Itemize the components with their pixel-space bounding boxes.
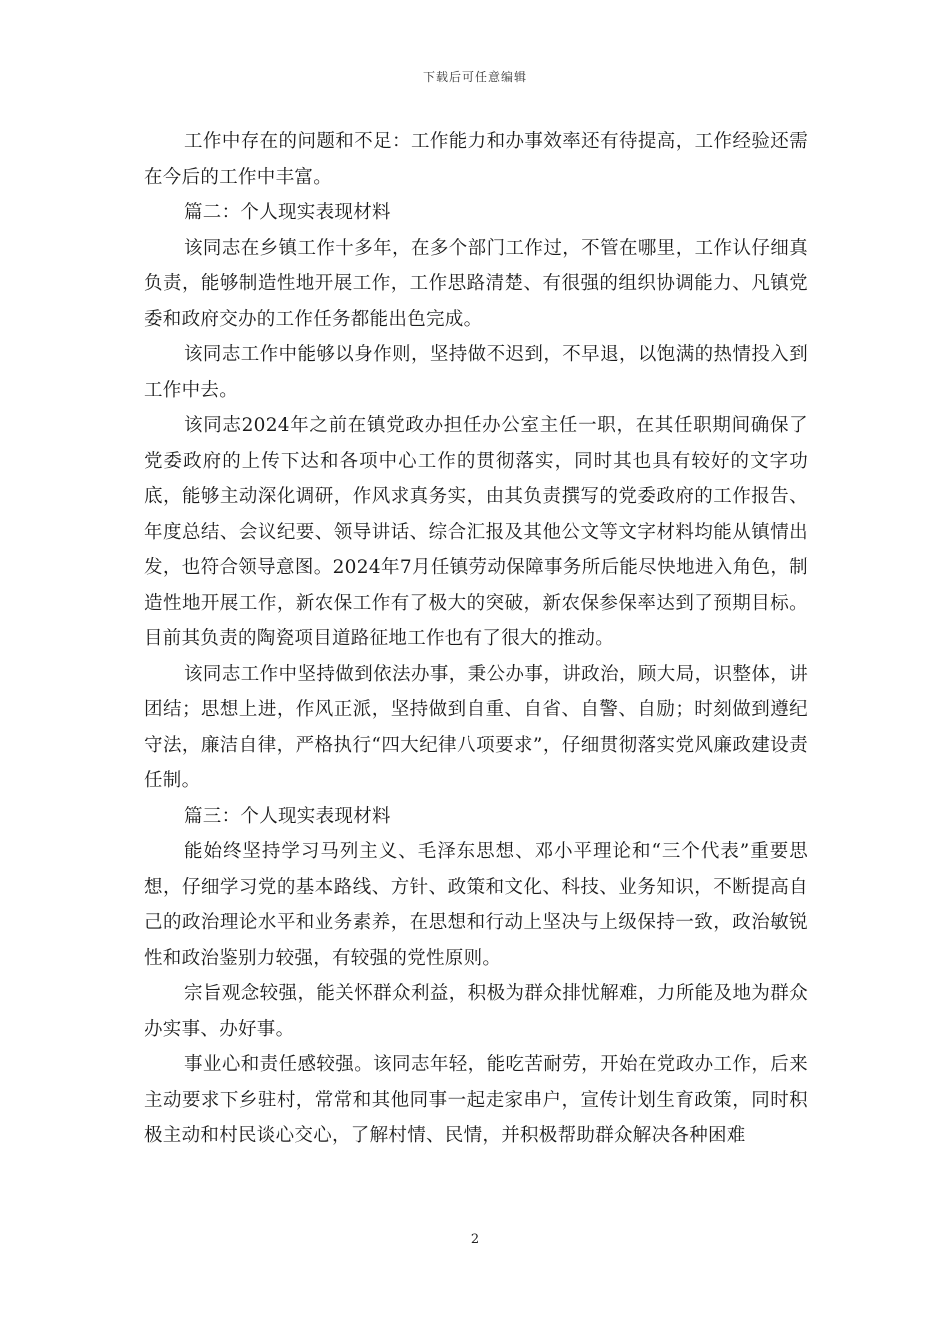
paragraph: 该同志在乡镇工作十多年，在多个部门工作过，不管在哪里，工作认仔细真负责，能够制造性地开展工作，工作思路清楚、有很强的组织协调能力、凡镇党委和政府交办的工作任务都能出色完成。 [144,237,808,330]
paragraph: 宗旨观念较强，能关怀群众利益，积极为群众排忧解难，力所能及地为群众办实事、办好事。 [144,983,808,1040]
paragraph: 工作中存在的问题和不足：工作能力和办事效率还有待提高，工作经验还需在今后的工作中丰富。 [144,131,808,188]
document-body [144,124,808,1154]
paragraph: 该同志工作中能够以身作则，坚持做不迟到，不早退，以饱满的热情投入到工作中去。 [144,344,808,401]
paragraph: 该同志工作中坚持做到依法办事，秉公办事，讲政治，顾大局，识整体，讲团结；思想上进，作风正派，坚持做到自重、自省、自警、自励；时刻做到遵纪守法，廉洁自律，严格执行“四大纪律八项要求”，仔细贯彻落实党风廉政建设责任制。 [144,663,808,791]
section-heading: 篇二：个人现实表现材料 [184,202,391,223]
paragraph: 能始终坚持学习马列主义、毛泽东思想、邓小平理论和“三个代表”重要思想，仔细学习党的基本路线、方针、政策和文化、科技、业务知识，不断提高自己的政治理论水平和业务素养，在思想和行动上坚决与上级保持一致，政治敏锐性和政治鉴别力较强，有较强的党性原则。 [144,841,808,969]
page-header-note: 下载后可任意编辑 [422,70,527,84]
paragraph: 该同志2024年之前在镇党政办担任办公室主任一职，在其任职期间确保了党委政府的上传下达和各项中心工作的贯彻落实，同时其也具有较好的文字功底，能够主动深化调研，作风求真务实，由其负责撰写的党委政府的工作报告、年度总结、会议纪要、领导讲话、综合汇报及其他公文等文字材料均能从镇情出发，也符合领导意图。2024年7月任镇劳动保障事务所后能尽快地进入角色，制造性地开展工作，新农保工作有了极大的突破，新农保参保率达到了预期目标。目前其负责的陶瓷项目道路征地工作也有了很大的推动。 [144,415,808,649]
section-heading: 篇三：个人现实表现材料 [184,805,391,827]
page-number: 2 [470,1232,480,1247]
paragraph: 事业心和责任感较强。该同志年轻，能吃苦耐劳，开始在党政办工作，后来主动要求下乡驻村，常常和其他同事一起走家串户，宣传计划生育政策，同时积极主动和村民谈心交心，了解村情、民情，并积极帮助群众解决各种困难 [144,1054,808,1146]
